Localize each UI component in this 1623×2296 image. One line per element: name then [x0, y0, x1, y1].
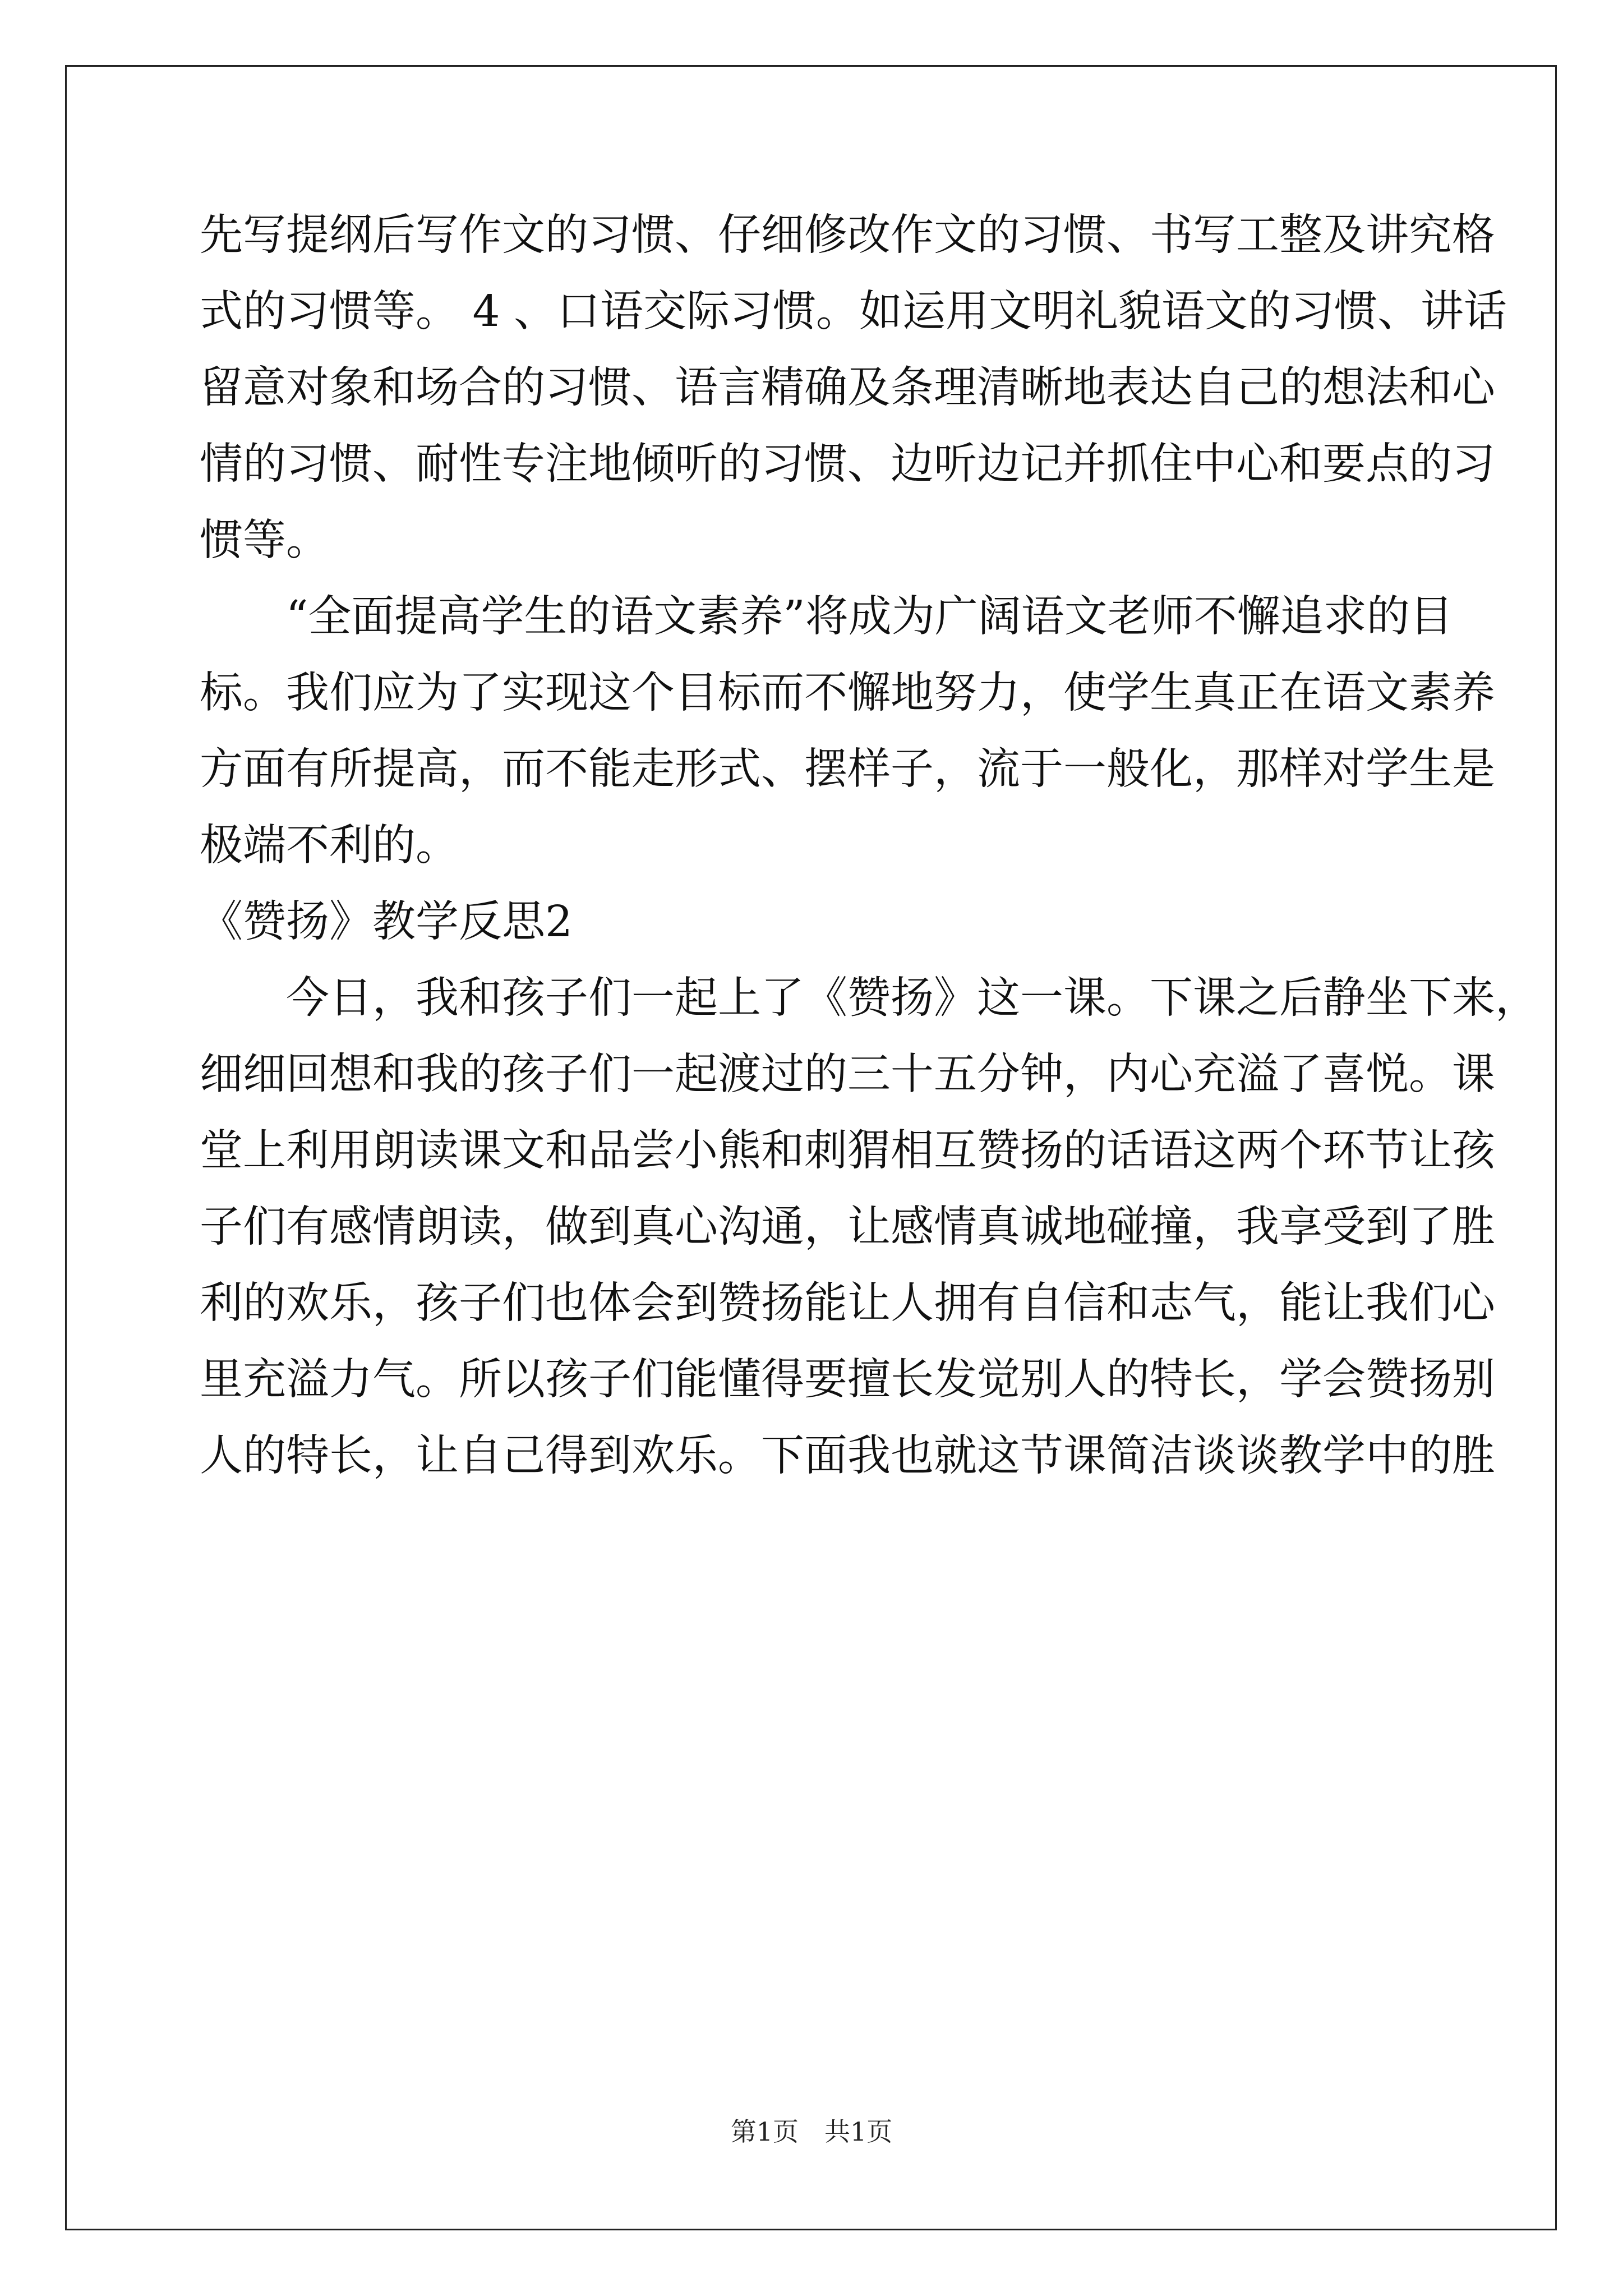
text-line: 人的特长，让自己得到欢乐。下面我也就这节课简洁谈谈教学中的胜 — [200, 1431, 1495, 1481]
paragraph-first-line: “全面提高学生的语文素养”将成为广阔语文老师不懈追求的目 — [286, 592, 1453, 642]
text-line: 先写提纲后写作文的习惯、仔细修改作文的习惯、书写工整及讲究格 — [200, 210, 1495, 260]
text-line: 惯等。 — [200, 516, 329, 565]
text-line: 里充溢力气。所以孩子们能懂得要擅长发觉别人的特长，学会赞扬别 — [200, 1355, 1495, 1405]
text-line: 细细回想和我的孩子们一起渡过的三十五分钟，内心充溢了喜悦。课 — [200, 1050, 1495, 1099]
text-line: 方面有所提高，而不能走形式、摆样子，流于一般化，那样对学生是 — [200, 744, 1495, 794]
text-line: 标。我们应为了实现这个目标而不懈地努力，使学生真正在语文素养 — [200, 668, 1495, 718]
text-line: 子们有感情朗读，做到真心沟通，让感情真诚地碰撞，我享受到了胜 — [200, 1202, 1495, 1252]
section-heading: 《赞扬》教学反思2 — [200, 897, 573, 947]
paragraph-first-line: 今日，我和孩子们一起上了《赞扬》这一课。下课之后静坐下来， — [286, 973, 1538, 1023]
text-line: 式的习惯等。 4 、口语交际习惯。如运用文明礼貌语文的习惯、讲话 — [200, 287, 1507, 337]
text-line: 情的习惯、耐性专注地倾听的习惯、边听边记并抓住中心和要点的习 — [200, 439, 1495, 489]
text-line: 极端不利的。 — [200, 821, 459, 871]
text-line: 堂上利用朗读课文和品尝小熊和刺猬相互赞扬的话语这两个环节让孩 — [200, 1126, 1495, 1176]
text-line: 利的欢乐，孩子们也体会到赞扬能让人拥有自信和志气，能让我们心 — [200, 1278, 1495, 1328]
page-footer: 第1页 共1页 — [730, 2116, 893, 2147]
text-line: 留意对象和场合的习惯、语言精确及条理清晰地表达自己的想法和心 — [200, 363, 1495, 413]
